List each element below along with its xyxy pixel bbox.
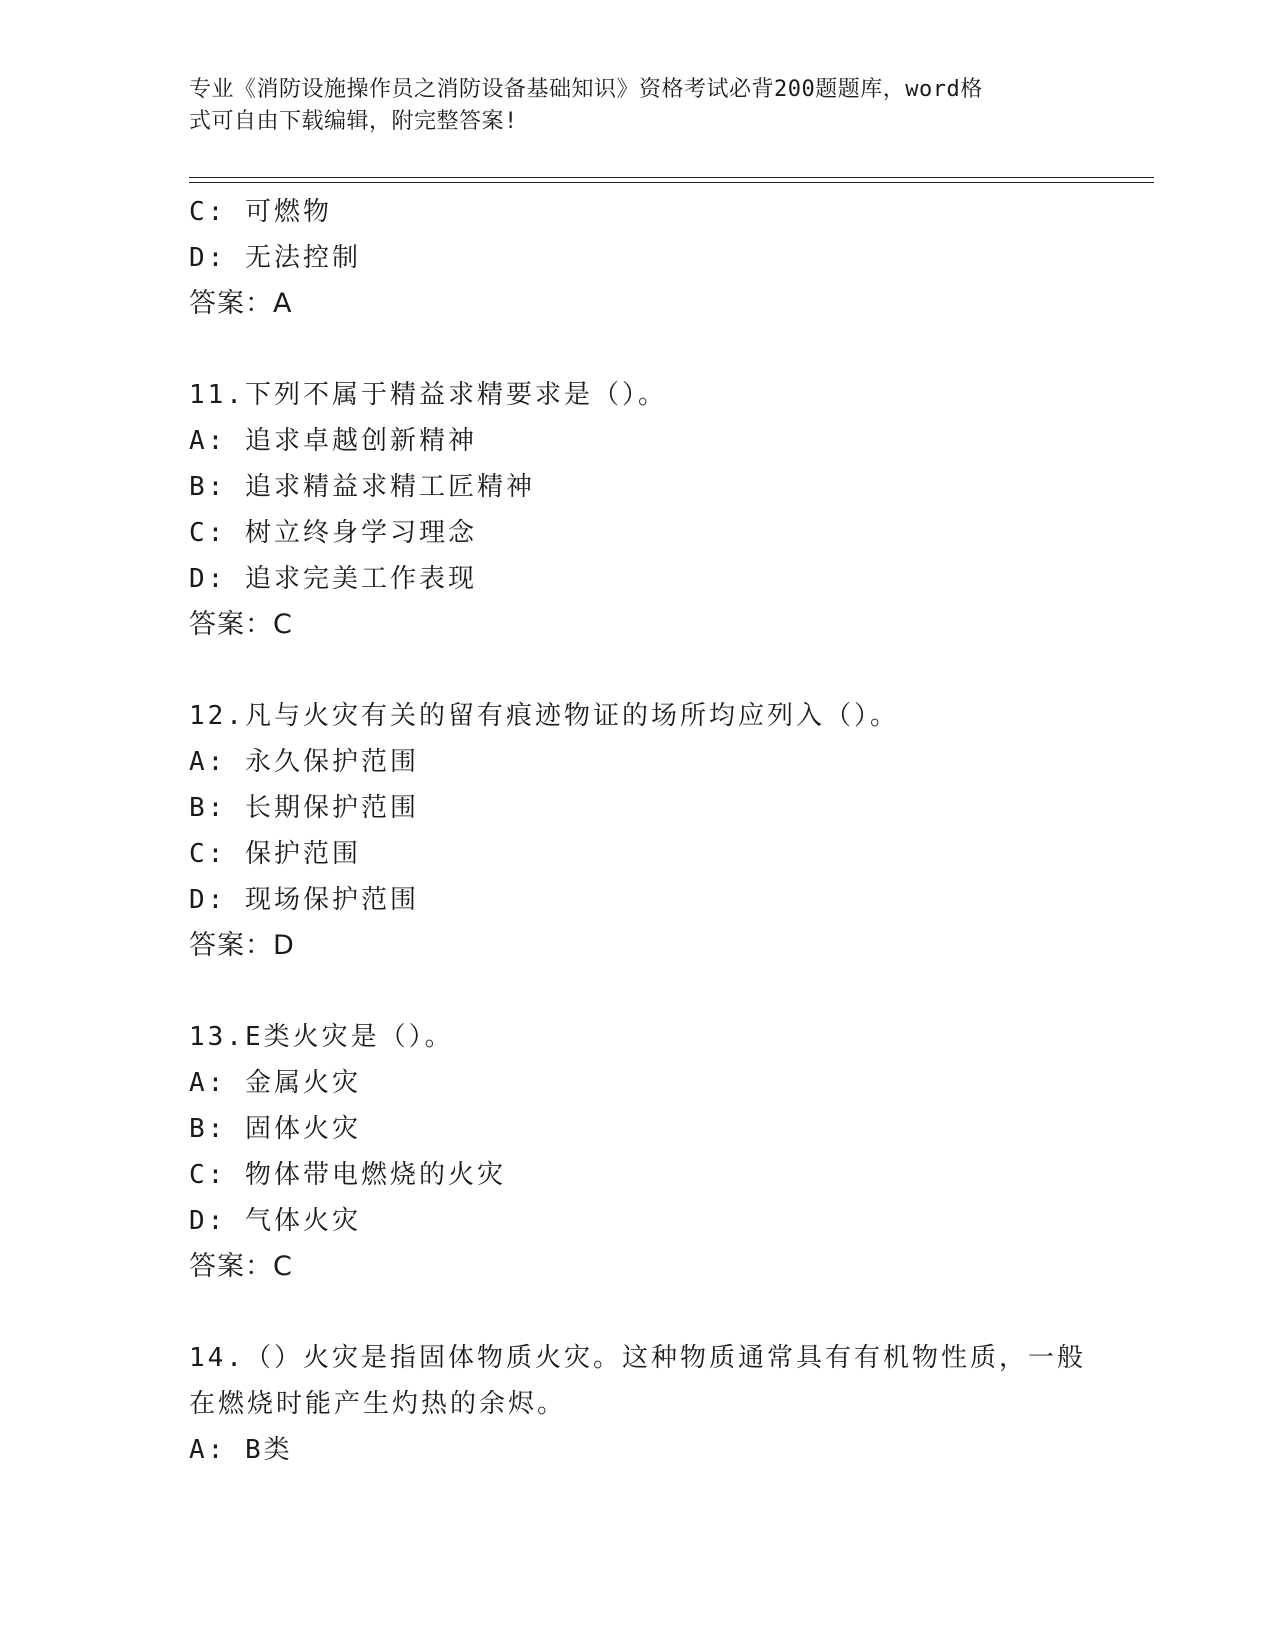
option-a: A: B类 <box>189 1435 293 1465</box>
option-b: B: 追求精益求精工匠精神 <box>189 472 535 502</box>
option-a: A: 追求卓越创新精神 <box>189 426 477 456</box>
option-c: C: 可燃物 <box>189 197 332 227</box>
question-text: 11.下列不属于精益求精要求是（）。 <box>189 380 667 410</box>
option-a: A: 永久保护范围 <box>189 747 419 777</box>
option-d: D: 无法控制 <box>189 243 361 273</box>
question-text-line-2: 在燃烧时能产生灼热的余烬。 <box>189 1389 567 1419</box>
answer-line: 答案：C <box>189 1251 293 1282</box>
question-block-13 <box>189 1014 1089 1290</box>
option-d: D: 现场保护范围 <box>189 885 419 915</box>
option-b: B: 固体火灾 <box>189 1114 361 1144</box>
header-line-2: 式可自由下载编辑，附完整答案! <box>189 109 518 134</box>
option-d: D: 气体火灾 <box>189 1206 361 1236</box>
option-a: A: 金属火灾 <box>189 1068 361 1098</box>
header-divider-top <box>189 177 1154 178</box>
spacer <box>189 969 1089 1014</box>
option-c: C: 物体带电燃烧的火灾 <box>189 1160 506 1190</box>
answer-line: 答案：D <box>189 930 295 961</box>
spacer <box>189 327 1089 372</box>
option-d: D: 追求完美工作表现 <box>189 564 477 594</box>
option-b: B: 长期保护范围 <box>189 793 419 823</box>
option-c: C: 树立终身学习理念 <box>189 518 477 548</box>
answer-line: 答案：A <box>189 288 293 319</box>
spacer <box>189 648 1089 693</box>
option-c: C: 保护范围 <box>189 839 361 869</box>
question-text: 12.凡与火灾有关的留有痕迹物证的场所均应列入（）。 <box>189 701 899 731</box>
question-block-12 <box>189 693 1089 969</box>
header-line-1: 专业《消防设施操作员之消防设备基础知识》资格考试必背200题题库，word格 <box>189 77 983 102</box>
answer-line: 答案：C <box>189 609 293 640</box>
question-block-prev <box>189 189 1089 327</box>
spacer <box>189 1290 1089 1335</box>
header-divider-bottom <box>189 182 1154 183</box>
document-header <box>189 74 1089 138</box>
question-block-14 <box>189 1335 1089 1473</box>
question-block-11 <box>189 372 1089 648</box>
question-list <box>189 189 1089 1473</box>
question-text: 13.E类火灾是（）。 <box>189 1022 454 1052</box>
question-text-line-1: 14.（）火灾是指固体物质火灾。这种物质通常具有有机物性质，一般 <box>189 1343 1086 1373</box>
